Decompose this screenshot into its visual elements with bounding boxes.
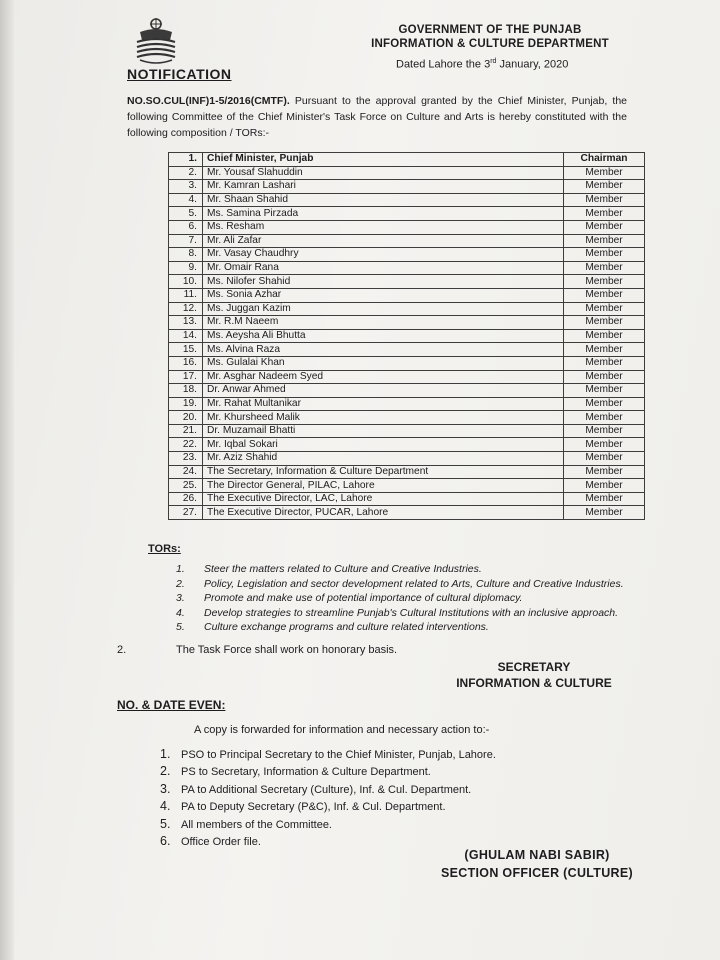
copy-item-text: All members of the Committee. xyxy=(181,818,332,831)
copy-item-number: 4. xyxy=(160,799,171,814)
copy-item-text: PA to Deputy Secretary (P&C), Inf. & Cul. Department. xyxy=(181,801,446,814)
member-row xyxy=(169,193,645,207)
copy-item-number: 3. xyxy=(160,781,171,796)
member-number: 24. xyxy=(169,465,203,479)
member-role: Member xyxy=(564,316,645,330)
punjab-emblem-icon xyxy=(128,14,184,66)
intro-text: Pursuant to the approval granted by the Chief Minister, Punjab, the following Committee of the Chief Minister's Task Force on Culture and Arts is hereby constituted with the following composition / TORs:- xyxy=(127,95,627,139)
member-number: 8. xyxy=(169,248,203,262)
member-role: Member xyxy=(564,370,645,384)
member-name: Mr. Ali Zafar xyxy=(203,234,564,248)
member-row xyxy=(169,397,645,411)
member-role: Member xyxy=(564,356,645,370)
member-name: Ms. Resham xyxy=(203,220,564,234)
reference-number: NO.SO.CUL(INF)1-5/2016(CMTF). xyxy=(127,95,290,107)
member-name: Ms. Juggan Kazim xyxy=(203,302,564,316)
member-role: Chairman xyxy=(564,153,645,167)
member-number: 3. xyxy=(169,180,203,194)
tor-item-text: Policy, Legislation and sector development related to Arts, Culture and Creative Industries. xyxy=(204,577,624,590)
copy-item-number: 6. xyxy=(160,833,171,848)
signatory-2-name: (GHULAM NABI SABIR) xyxy=(464,848,610,862)
header-government: GOVERNMENT OF THE PUNJAB xyxy=(398,24,582,36)
member-name: Ms. Alvina Raza xyxy=(203,343,564,357)
member-row xyxy=(169,275,645,289)
copy-item-text: Office Order file. xyxy=(181,835,261,848)
copy-item-text: PA to Additional Secretary (Culture), Inf. & Cul. Department. xyxy=(181,783,472,796)
member-row xyxy=(169,220,645,234)
tor-item-number: 1. xyxy=(176,563,185,575)
member-number: 15. xyxy=(169,343,203,357)
member-role: Member xyxy=(564,248,645,262)
member-role: Member xyxy=(564,166,645,180)
copy-item-text: PS to Secretary, Information & Culture Department. xyxy=(181,766,431,779)
member-role: Member xyxy=(564,220,645,234)
tor-item xyxy=(176,620,624,635)
dated-suffix: January, 2020 xyxy=(496,58,569,71)
member-number: 6. xyxy=(169,220,203,234)
copy-item-text: PSO to Principal Secretary to the Chief Minister, Punjab, Lahore. xyxy=(181,749,496,761)
paragraph-2 xyxy=(117,644,397,656)
member-role: Member xyxy=(564,411,645,425)
member-role: Member xyxy=(564,506,645,520)
member-row xyxy=(169,356,645,370)
member-row xyxy=(169,384,645,398)
member-row xyxy=(169,261,645,275)
tor-item xyxy=(176,591,624,606)
member-number: 18. xyxy=(169,384,203,398)
member-number: 26. xyxy=(169,492,203,506)
member-number: 25. xyxy=(169,479,203,493)
member-name: Ms. Aeysha Ali Bhutta xyxy=(203,329,564,343)
copy-item-number: 5. xyxy=(160,816,171,831)
member-role: Member xyxy=(564,492,645,506)
member-number: 12. xyxy=(169,302,203,316)
tor-item-text: Steer the matters related to Culture and Creative Industries. xyxy=(204,563,482,575)
paragraph-2-text: The Task Force shall work on honorary basis. xyxy=(176,644,398,656)
member-number: 5. xyxy=(169,207,203,221)
member-row xyxy=(169,288,645,302)
member-row xyxy=(169,234,645,248)
tor-item xyxy=(176,577,624,592)
member-name: Mr. Shaan Shahid xyxy=(203,193,564,207)
copy-item xyxy=(160,798,496,815)
member-row xyxy=(169,180,645,194)
member-name: Mr. Aziz Shahid xyxy=(203,452,564,466)
member-name: Mr. Iqbal Sokari xyxy=(203,438,564,452)
member-name: Ms. Nilofer Shahid xyxy=(203,275,564,289)
member-number: 4. xyxy=(169,193,203,207)
signatory-1-title: SECRETARY xyxy=(497,660,571,674)
dated-sup: rd xyxy=(490,58,497,65)
copy-forwarded-line: A copy is forwarded for information and necessary action to:- xyxy=(194,724,490,736)
member-number: 19. xyxy=(169,397,203,411)
member-role: Member xyxy=(564,397,645,411)
member-row xyxy=(169,153,645,167)
member-name: Mr. Rahat Multanikar xyxy=(203,397,564,411)
member-row xyxy=(169,424,645,438)
member-name: The Executive Director, PUCAR, Lahore xyxy=(203,506,564,520)
member-name: Mr. Vasay Chaudhry xyxy=(203,248,564,262)
member-role: Member xyxy=(564,452,645,466)
member-name: Mr. Khursheed Malik xyxy=(203,411,564,425)
paragraph-2-number: 2. xyxy=(117,644,127,656)
member-row xyxy=(169,452,645,466)
member-number: 11. xyxy=(169,288,203,302)
member-name: Ms. Gulalai Khan xyxy=(203,356,564,370)
member-row xyxy=(169,329,645,343)
copy-item-number: 1. xyxy=(160,747,171,761)
copy-item xyxy=(160,746,496,763)
tor-item xyxy=(176,562,624,577)
tor-item-number: 4. xyxy=(176,606,185,619)
member-row xyxy=(169,166,645,180)
tor-item-text: Culture exchange programs and culture related interventions. xyxy=(204,621,489,634)
member-role: Member xyxy=(564,329,645,343)
intro-paragraph xyxy=(127,93,627,141)
no-date-even: NO. & DATE EVEN: xyxy=(117,698,226,712)
member-name: Ms. Sonia Azhar xyxy=(203,288,564,302)
member-role: Member xyxy=(564,275,645,289)
member-role: Member xyxy=(564,288,645,302)
header-department: INFORMATION & CULTURE DEPARTMENT xyxy=(371,38,609,50)
member-role: Member xyxy=(564,384,645,398)
member-role: Member xyxy=(564,234,645,248)
page-edge-shadow xyxy=(0,0,14,960)
member-role: Member xyxy=(564,302,645,316)
member-number: 27. xyxy=(169,506,203,520)
tors-list xyxy=(176,562,624,635)
member-name: Mr. Asghar Nadeem Syed xyxy=(203,370,564,384)
member-row xyxy=(169,438,645,452)
copy-item xyxy=(160,816,496,833)
member-name: Chief Minister, Punjab xyxy=(203,153,564,167)
member-number: 13. xyxy=(169,316,203,330)
dated-prefix: Dated Lahore the 3 xyxy=(396,58,491,71)
member-role: Member xyxy=(564,180,645,194)
member-number: 14. xyxy=(169,329,203,343)
copies-list xyxy=(160,746,496,850)
member-row xyxy=(169,411,645,425)
member-number: 1. xyxy=(169,153,203,167)
member-row xyxy=(169,465,645,479)
member-name: Ms. Samina Pirzada xyxy=(203,207,564,221)
members-table xyxy=(168,152,645,520)
member-number: 21. xyxy=(169,424,203,438)
tor-item xyxy=(176,606,624,621)
notification-title: NOTIFICATION xyxy=(127,66,232,82)
member-number: 16. xyxy=(169,356,203,370)
member-row xyxy=(169,370,645,384)
member-role: Member xyxy=(564,193,645,207)
member-name: Mr. Yousaf Slahuddin xyxy=(203,166,564,180)
member-role: Member xyxy=(564,479,645,493)
member-name: The Executive Director, LAC, Lahore xyxy=(203,492,564,506)
member-name: Dr. Muzamail Bhatti xyxy=(203,424,564,438)
signatory-2-title: SECTION OFFICER (CULTURE) xyxy=(441,866,633,880)
tor-item-number: 3. xyxy=(176,592,185,605)
member-role: Member xyxy=(564,424,645,438)
member-row xyxy=(169,248,645,262)
tor-item-text: Promote and make use of potential importance of cultural diplomacy. xyxy=(204,592,523,605)
member-number: 20. xyxy=(169,411,203,425)
tor-item-number: 2. xyxy=(176,577,185,590)
member-role: Member xyxy=(564,438,645,452)
member-number: 22. xyxy=(169,438,203,452)
dated-line xyxy=(396,58,568,71)
member-role: Member xyxy=(564,207,645,221)
member-name: The Director General, PILAC, Lahore xyxy=(203,479,564,493)
member-name: The Secretary, Information & Culture Department xyxy=(203,465,564,479)
copy-item xyxy=(160,781,496,798)
tors-label: TORs: xyxy=(148,543,181,555)
member-number: 17. xyxy=(169,370,203,384)
member-number: 7. xyxy=(169,234,203,248)
member-number: 2. xyxy=(169,166,203,180)
member-row xyxy=(169,302,645,316)
member-name: Mr. Omair Rana xyxy=(203,261,564,275)
copy-item xyxy=(160,763,496,780)
member-row xyxy=(169,479,645,493)
member-row xyxy=(169,343,645,357)
member-number: 9. xyxy=(169,261,203,275)
member-name: Dr. Anwar Ahmed xyxy=(203,384,564,398)
member-name: Mr. Kamran Lashari xyxy=(203,180,564,194)
member-name: Mr. R.M Naeem xyxy=(203,316,564,330)
member-row xyxy=(169,506,645,520)
member-row xyxy=(169,207,645,221)
member-role: Member xyxy=(564,465,645,479)
member-role: Member xyxy=(564,343,645,357)
tor-item-text: Develop strategies to streamline Punjab's Cultural Institutions with an inclusive approach. xyxy=(204,606,619,619)
tor-item-number: 5. xyxy=(176,621,185,634)
member-number: 10. xyxy=(169,275,203,289)
copy-item-number: 2. xyxy=(160,764,171,779)
member-role: Member xyxy=(564,261,645,275)
member-row xyxy=(169,316,645,330)
member-row xyxy=(169,492,645,506)
signatory-1-department: INFORMATION & CULTURE xyxy=(456,676,612,690)
member-number: 23. xyxy=(169,452,203,466)
